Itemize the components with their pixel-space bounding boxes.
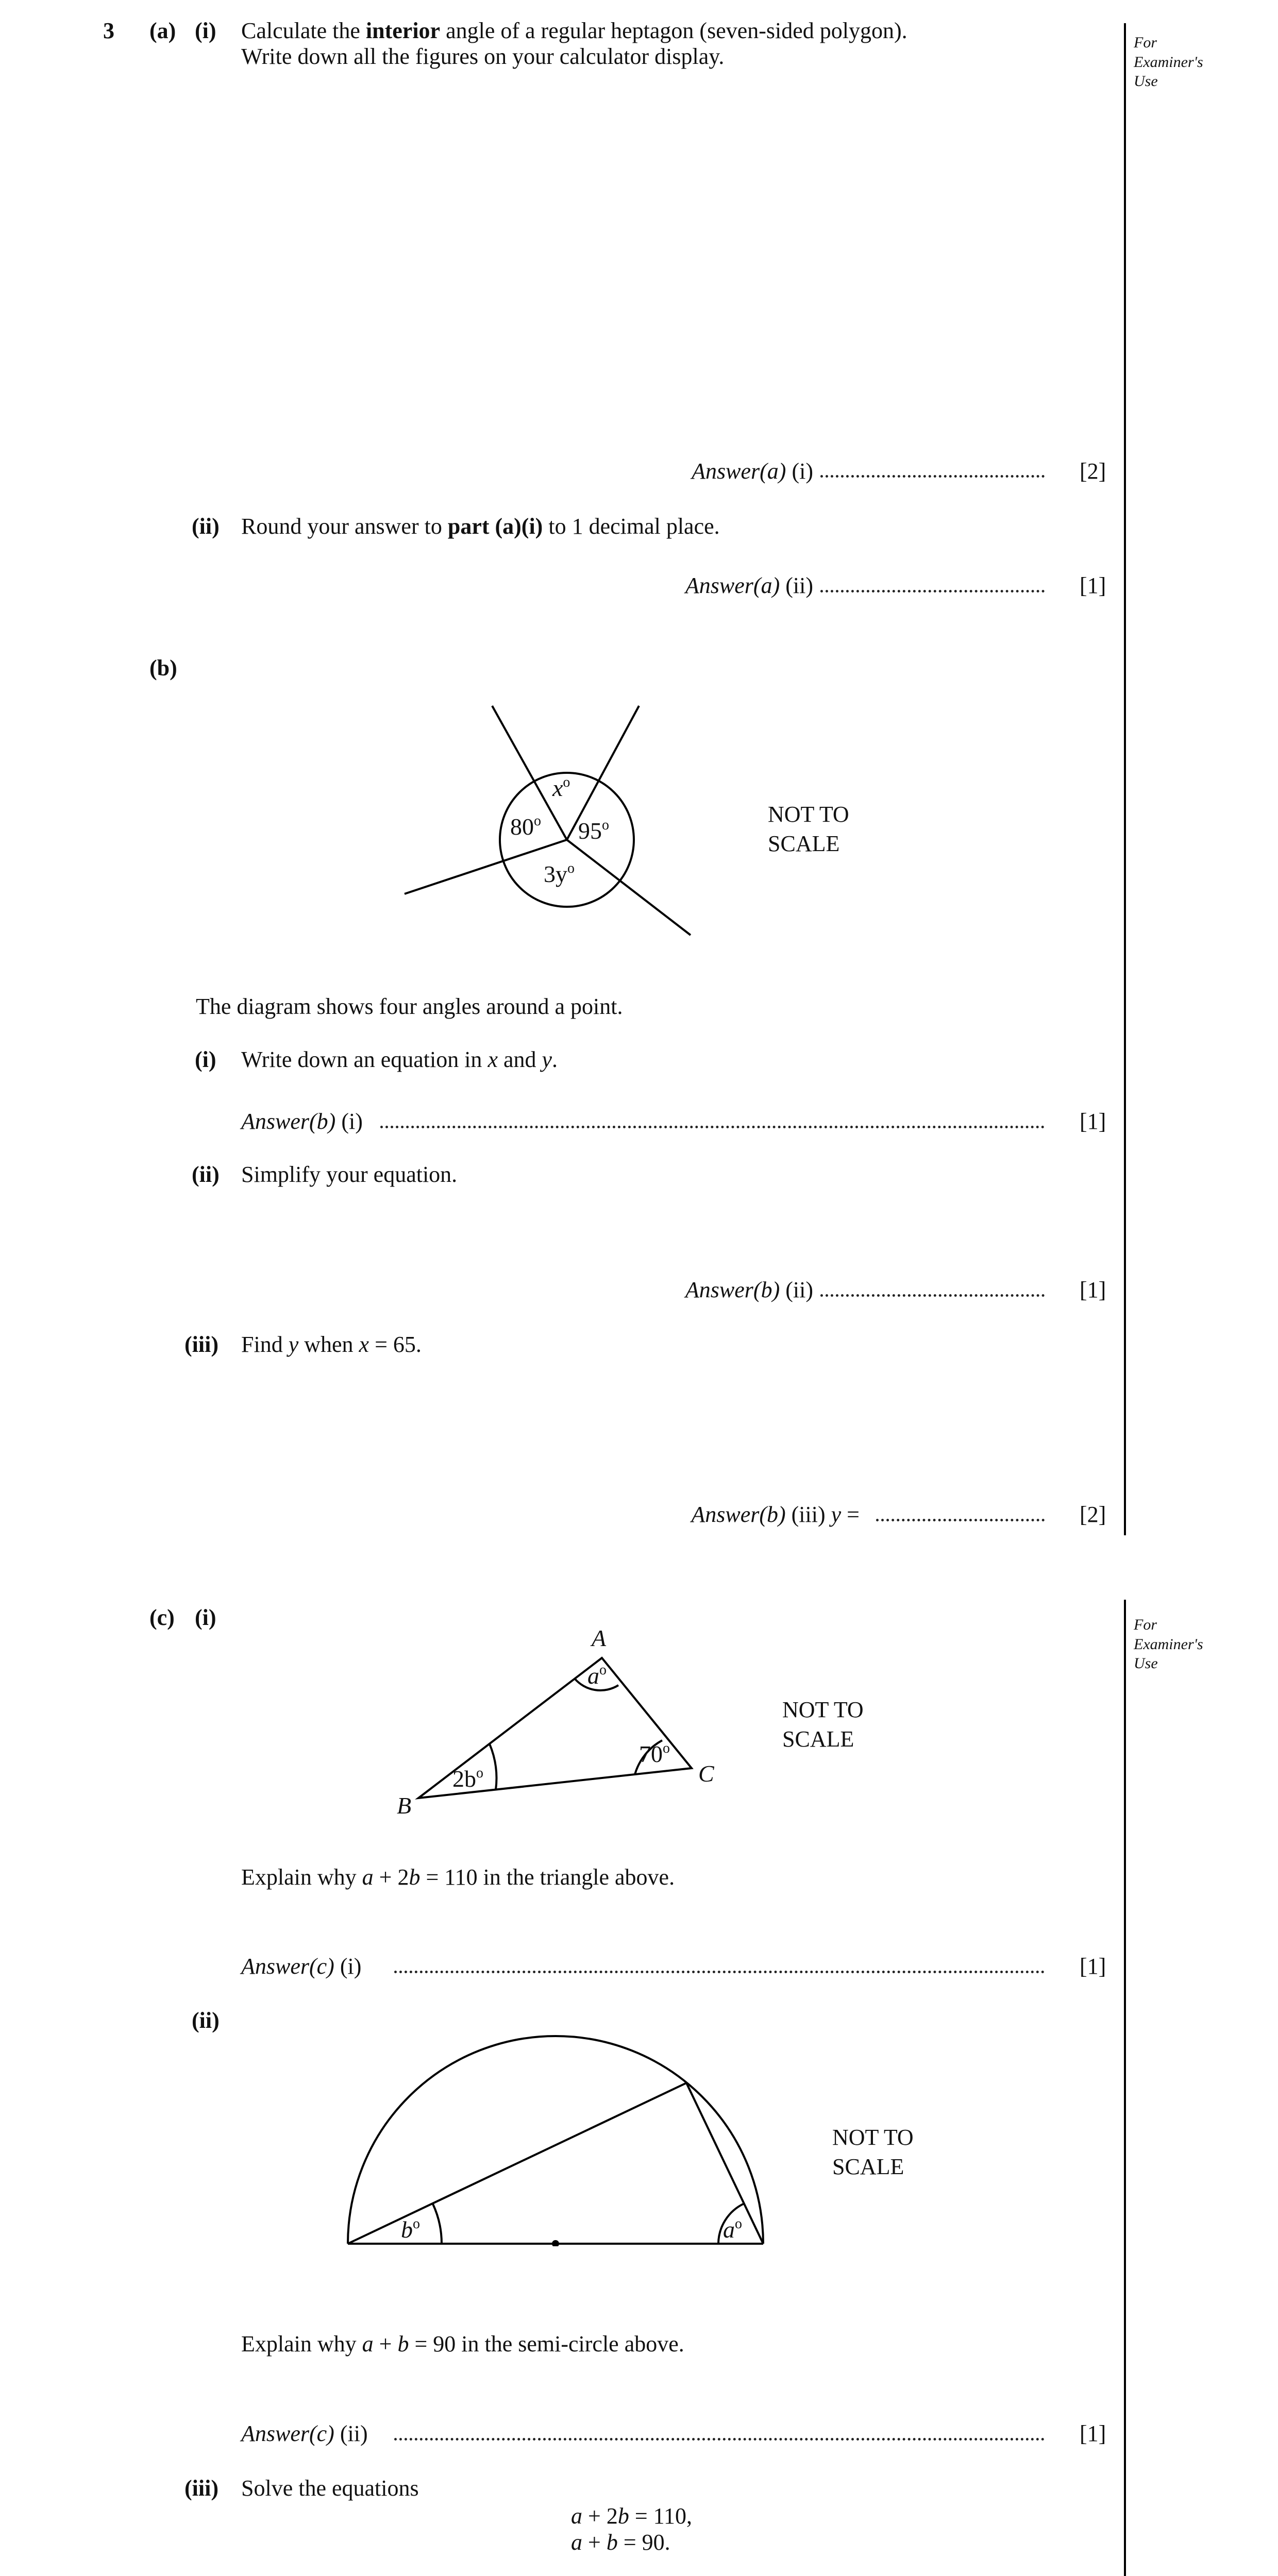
marks-b-iii: [2] xyxy=(1080,1502,1106,1527)
angle-a-label: $a^o$ xyxy=(587,1662,607,1689)
examiner-label-line: Examiner's xyxy=(1134,53,1203,71)
ray-lower-right xyxy=(567,840,691,935)
part-a-i-label: (i) xyxy=(195,18,216,43)
text-italic: b xyxy=(617,2503,629,2529)
angle-95-label: 95$^o$ xyxy=(578,817,609,844)
part-b-label: (b) xyxy=(149,655,177,681)
text-italic: b xyxy=(606,2530,618,2555)
answer-b-iii-field[interactable] xyxy=(876,1519,1045,1521)
text: NOT TO xyxy=(782,1697,864,1722)
text: (ii) xyxy=(334,2421,368,2446)
part-c-label: (c) xyxy=(149,1605,175,1630)
text: SCALE xyxy=(768,831,840,857)
answer-c-i-label xyxy=(241,1955,361,1978)
answer-a-i-label xyxy=(692,460,813,483)
marks-b-ii: [1] xyxy=(1080,1277,1106,1302)
semicircle-arc xyxy=(348,2036,763,2244)
text: SCALE xyxy=(832,2154,904,2180)
text: (i) xyxy=(334,1954,362,1979)
part-c-iii-question: Solve the equations xyxy=(241,2476,419,2501)
text-italic: Answer(c) xyxy=(241,1954,334,1979)
part-b-i-question xyxy=(241,1048,558,1071)
answer-b-ii-field[interactable] xyxy=(820,1294,1045,1297)
text-italic: b xyxy=(409,1865,421,1890)
angle-70-label: 70$^o$ xyxy=(639,1740,670,1767)
text: (i) xyxy=(335,1109,363,1134)
text: = 90. xyxy=(617,2530,670,2555)
answer-a-i-field[interactable] xyxy=(820,475,1045,478)
answer-b-i-field[interactable] xyxy=(380,1126,1045,1128)
text-italic: b xyxy=(397,2331,409,2357)
part-c-i-label: (i) xyxy=(195,1605,216,1630)
text: Calculate the xyxy=(241,18,366,43)
triangle-abc-diagram xyxy=(0,1618,1278,1834)
text-italic: y xyxy=(288,1332,299,1357)
centre-point xyxy=(552,2240,559,2246)
angle-b-label: $b^o$ xyxy=(401,2216,420,2243)
text-italic: a xyxy=(362,1865,374,1890)
part-a-ii-question xyxy=(241,515,720,538)
not-to-scale-c-i xyxy=(782,1695,864,1754)
angles-around-point-diagram xyxy=(0,690,1278,958)
part-c-iii-label: (iii) xyxy=(184,2476,218,2501)
text: Write down an equation in xyxy=(241,1047,488,1072)
text-bold: part (a)(i) xyxy=(447,514,543,539)
text-italic: Answer(c) xyxy=(241,2421,334,2446)
examiner-label-line: For xyxy=(1134,34,1157,51)
marks-a-ii: [1] xyxy=(1080,573,1106,598)
arc-angle-b xyxy=(490,1744,496,1790)
part-c-ii-question xyxy=(241,2333,684,2355)
equation-2 xyxy=(571,2531,670,2554)
examiner-label-line: Use xyxy=(1134,73,1158,90)
answer-a-ii-field[interactable] xyxy=(820,590,1045,592)
part-b-i-label: (i) xyxy=(195,1047,216,1072)
text-italic: Answer(b) xyxy=(691,1502,786,1527)
text-italic: x xyxy=(487,1047,498,1072)
part-b-iii-question xyxy=(241,1333,422,1356)
angle-a-label-semicircle: $a^o$ xyxy=(723,2216,742,2243)
marks-c-i: [1] xyxy=(1080,1954,1106,1979)
text: Round your answer to xyxy=(241,514,448,539)
examiner-label-line: For xyxy=(1134,1616,1157,1633)
part-b-ii-question: Simplify your equation. xyxy=(241,1162,458,1187)
text: Explain why xyxy=(241,2331,362,2357)
text-italic: a xyxy=(571,2530,582,2555)
question-number: 3 xyxy=(103,18,114,43)
part-a-i-instruction: Write down all the figures on your calculator display. xyxy=(241,44,725,69)
part-a-ii-label: (ii) xyxy=(192,514,220,539)
text-italic: Answer(a) xyxy=(685,573,780,598)
angle-x-label: $x^o$ xyxy=(552,774,570,801)
text: + 2 xyxy=(373,1865,409,1890)
text-italic: Answer(b) xyxy=(241,1109,336,1134)
angle-2b-label: $2b^o$ xyxy=(452,1765,483,1792)
text: . xyxy=(552,1047,558,1072)
text: (i) xyxy=(786,459,813,484)
text: (iii) xyxy=(785,1502,831,1527)
vertex-a-label: A xyxy=(592,1625,607,1651)
text: Find xyxy=(241,1332,289,1357)
answer-c-ii-field[interactable] xyxy=(394,2438,1045,2441)
text: + 2 xyxy=(582,2503,618,2529)
angle-80-label: 80$^o$ xyxy=(510,813,541,840)
part-b-ii-label: (ii) xyxy=(192,1162,220,1187)
answer-c-ii-label xyxy=(241,2422,368,2445)
answer-a-ii-label xyxy=(685,574,813,597)
text: and xyxy=(497,1047,542,1072)
answer-b-i-label xyxy=(241,1110,363,1133)
angle-3y-label: $3y^o$ xyxy=(544,860,575,887)
part-a-label: (a) xyxy=(149,18,176,43)
not-to-scale-c-ii xyxy=(832,2123,914,2181)
examiner-use-label-top xyxy=(1134,33,1203,91)
part-c-i-question xyxy=(241,1866,675,1889)
text-italic: Answer(b) xyxy=(685,1277,780,1302)
text-italic: Answer(a) xyxy=(692,459,786,484)
text: SCALE xyxy=(782,1726,854,1752)
text: = 110, xyxy=(629,2503,693,2529)
answer-c-i-field[interactable] xyxy=(394,1971,1045,1973)
text-italic: y xyxy=(831,1502,842,1527)
semicircle-diagram xyxy=(0,2030,1278,2246)
equation-1 xyxy=(571,2505,692,2528)
text: Explain why xyxy=(241,1865,362,1890)
marks-b-i: [1] xyxy=(1080,1109,1106,1134)
examiner-label-line: Examiner's xyxy=(1134,1635,1203,1653)
text: angle of a regular heptagon (seven-sided polygon). xyxy=(440,18,907,43)
text: when xyxy=(298,1332,359,1357)
marks-a-i: [2] xyxy=(1080,459,1106,484)
text: + xyxy=(582,2530,607,2555)
text: = xyxy=(841,1502,860,1527)
text: + xyxy=(373,2331,398,2357)
text: = 90 in the semi-circle above. xyxy=(409,2331,684,2357)
text: NOT TO xyxy=(768,802,849,827)
text: = 65. xyxy=(369,1332,422,1357)
text: (ii) xyxy=(780,573,813,598)
vertex-c-label: C xyxy=(698,1760,714,1787)
text-bold: interior xyxy=(365,18,441,43)
answer-b-iii-label xyxy=(691,1503,860,1526)
text-italic: x xyxy=(359,1332,369,1357)
part-b-iii-label: (iii) xyxy=(184,1332,218,1357)
text: to 1 decimal place. xyxy=(543,514,720,539)
text: NOT TO xyxy=(832,2125,914,2150)
part-a-i-question xyxy=(241,20,907,42)
text: (ii) xyxy=(780,1277,813,1302)
examiner-label-line: Use xyxy=(1134,1655,1158,1672)
arc-angle-b-semicircle xyxy=(433,2204,442,2244)
vertex-b-label: B xyxy=(397,1792,412,1819)
part-c-ii-label: (ii) xyxy=(192,2008,220,2033)
not-to-scale-b xyxy=(768,800,849,858)
text-italic: y xyxy=(542,1047,552,1072)
text: = 110 in the triangle above. xyxy=(420,1865,675,1890)
marks-c-ii: [1] xyxy=(1080,2421,1106,2446)
ray-left xyxy=(405,840,567,894)
text-italic: a xyxy=(571,2503,582,2529)
answer-b-ii-label xyxy=(685,1279,813,1301)
part-b-intro: The diagram shows four angles around a point. xyxy=(196,994,623,1019)
text-italic: a xyxy=(362,2331,374,2357)
